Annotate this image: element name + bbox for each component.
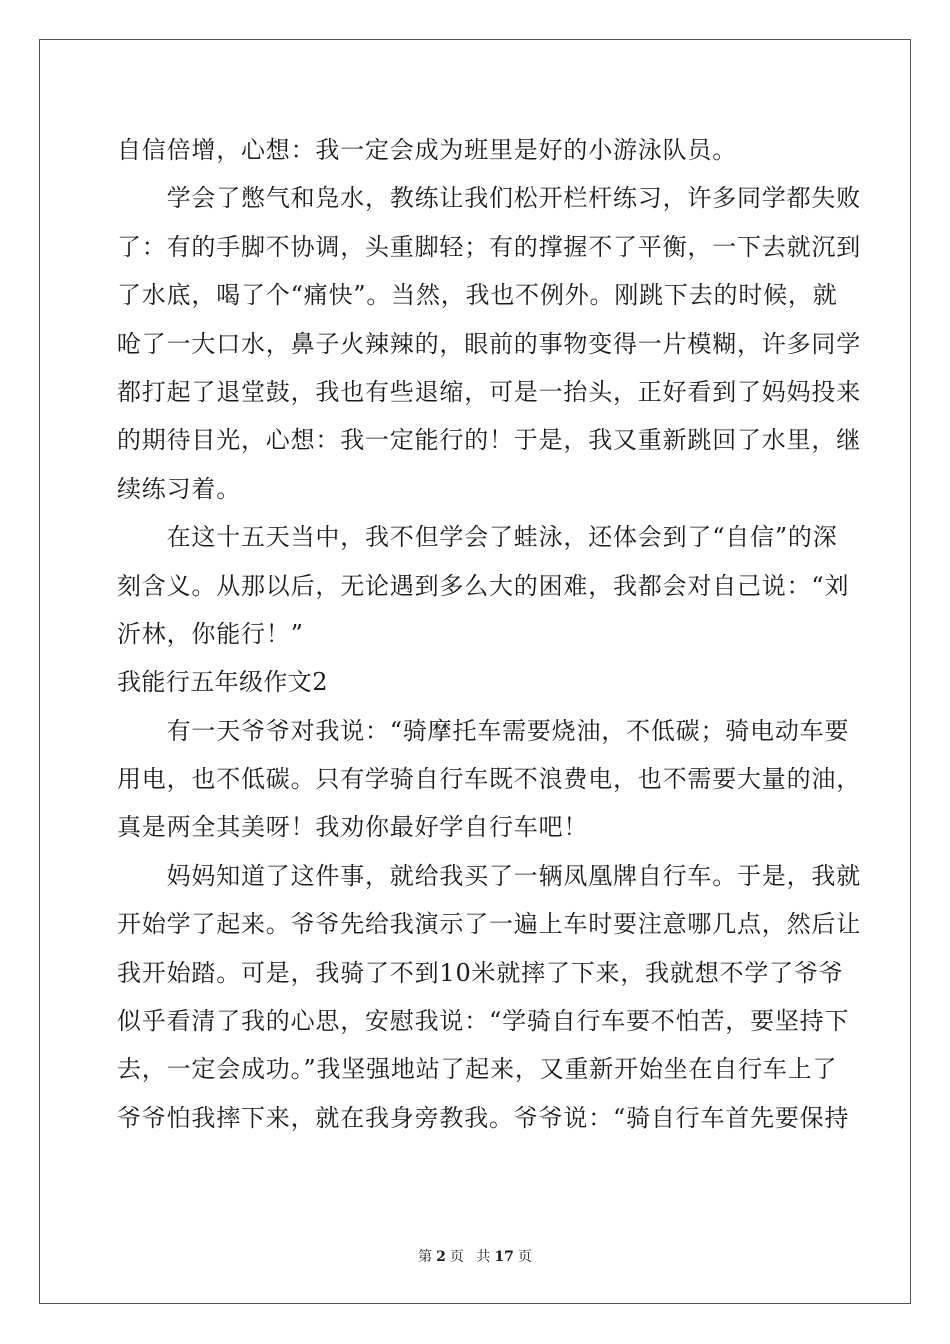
text-line: 学会了憋气和凫水，教练让我们松开栏杆练习，许多同学都失败	[117, 184, 861, 213]
section-heading: 我能行五年级作文2	[117, 668, 328, 697]
text-line: 似乎看清了我的心思，安慰我说：“学骑自行车要不怕苦，要坚持下	[117, 1007, 850, 1036]
current-page: 2	[436, 1249, 446, 1265]
text-line: 用电，也不低碳。只有学骑自行车既不浪费电，也不需要大量的油，	[117, 765, 861, 794]
text-line: 续练习着。	[117, 474, 241, 503]
page-unit: 页	[449, 1249, 464, 1265]
total-unit: 页	[517, 1249, 532, 1265]
text-line: 刻含义。从那以后，无论遇到多么大的困难，我都会对自己说：“刘	[117, 571, 850, 600]
page-footer	[0, 1246, 950, 1266]
text-line: 都打起了退堂鼓，我也有些退缩，可是一抬头，正好看到了妈妈投来	[117, 377, 861, 406]
text-line: 了：有的手脚不协调，头重脚轻；有的撑握不了平衡，一下去就沉到	[117, 232, 861, 261]
document-body	[117, 126, 861, 1142]
text-line: 妈妈知道了这件事，就给我买了一辆凤凰牌自行车。于是，我就	[117, 861, 861, 890]
page-total	[474, 1249, 533, 1265]
text-line: 开始学了起来。爷爷先给我演示了一遍上车时要注意哪几点，然后让	[117, 910, 861, 939]
page-number	[416, 1249, 466, 1265]
text-line: 我开始踏。可是，我骑了不到10米就摔了下来，我就想不学了爷爷	[117, 958, 844, 987]
text-line: 真是两全其美呀！我劝你最好学自行车吧！	[117, 813, 589, 842]
text-line: 的期待目光，心想：我一定能行的！于是，我又重新跳回了水里，继	[117, 426, 861, 455]
text-line: 在这十五天当中，我不但学会了蛙泳，还体会到了“自信”的深	[117, 523, 838, 552]
text-line: 沂林，你能行！”	[117, 619, 304, 648]
total-prefix: 共	[476, 1249, 491, 1265]
text-line: 去，一定会成功。”我坚强地站了起来，又重新开始坐在自行车上了	[117, 1055, 838, 1084]
text-line: 了水底，喝了个“痛快”。当然，我也不例外。刚跳下去的时候，就	[117, 281, 838, 310]
text-line: 呛了一大口水，鼻子火辣辣的，眼前的事物变得一片模糊，许多同学	[117, 329, 861, 358]
text-line: 有一天爷爷对我说：“骑摩托车需要烧油，不低碳；骑电动车要	[117, 716, 850, 745]
page-prefix: 第	[418, 1249, 433, 1265]
text-line: 爷爷怕我摔下来，就在我身旁教我。爷爷说：“骑自行车首先要保持	[117, 1103, 850, 1132]
text-line: 自信倍增，心想：我一定会成为班里是好的小游泳队员。	[117, 136, 737, 164]
total-pages: 17	[494, 1249, 514, 1265]
